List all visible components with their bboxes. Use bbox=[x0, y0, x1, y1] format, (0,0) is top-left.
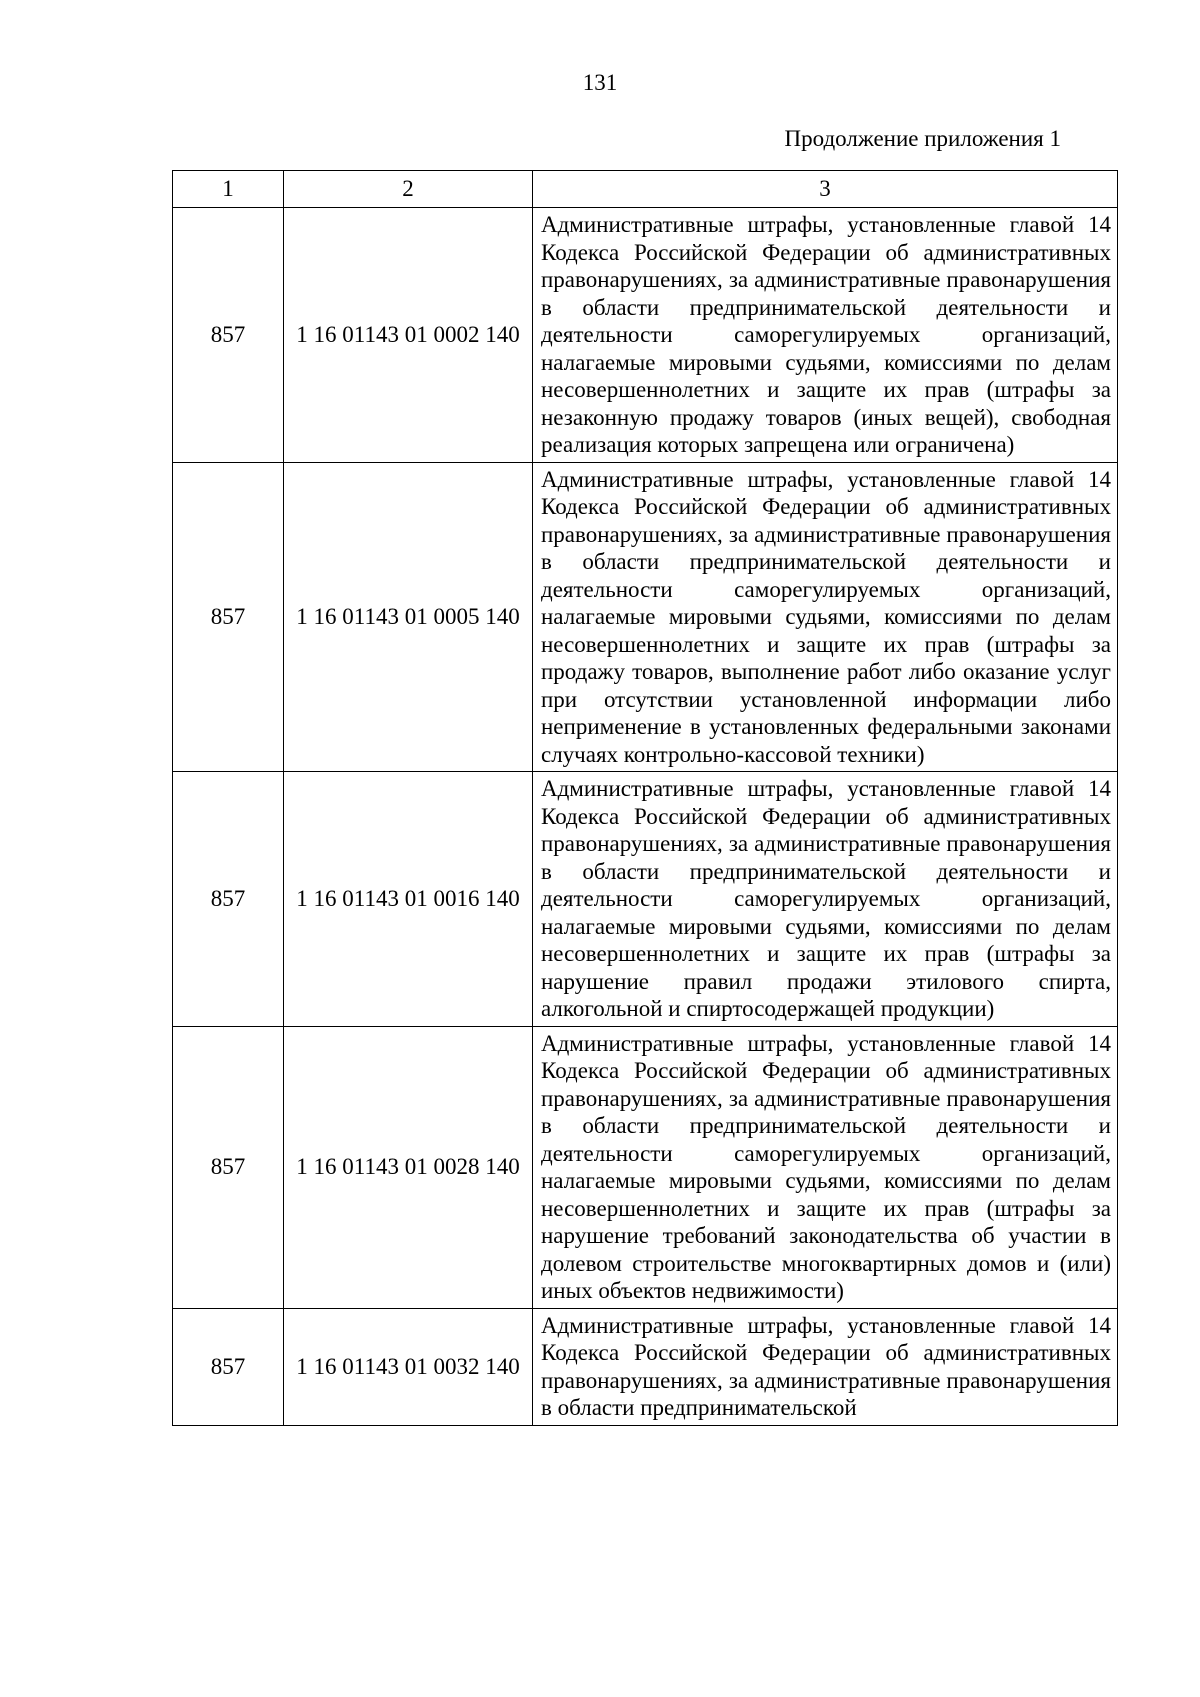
table-row bbox=[173, 1026, 1118, 1308]
admin-code-cell: 857 bbox=[173, 1308, 284, 1425]
budget-code-cell: 1 16 01143 01 0032 140 bbox=[284, 1308, 533, 1425]
header-col-1: 1 bbox=[173, 171, 284, 208]
income-codes-table bbox=[172, 170, 1118, 1426]
description-cell: Административные штрафы, установленные главой 14 Кодекса Российской Федерации об административных правонарушениях, за административные правонарушения в области предпринимательской деятельности и деятельности саморегулируемых организаций, налагаемые мировыми судьями, комиссиями по делам несовершеннолетних и защите их прав (штрафы за продажу товаров, выполнение работ либо оказание услуг при отсутствии установленной информации либо неприменение в установленных федеральными законами случаях контрольно-кассовой техники) bbox=[533, 462, 1118, 772]
table-row bbox=[173, 772, 1118, 1027]
table-row bbox=[173, 462, 1118, 772]
budget-code-cell: 1 16 01143 01 0016 140 bbox=[284, 772, 533, 1027]
admin-code-cell: 857 bbox=[173, 772, 284, 1027]
table-row bbox=[173, 1308, 1118, 1425]
table-row bbox=[173, 208, 1118, 463]
page-number: 131 bbox=[582, 70, 618, 95]
header-col-3: 3 bbox=[533, 171, 1118, 208]
table-header-row bbox=[173, 171, 1118, 208]
description-cell: Административные штрафы, установленные главой 14 Кодекса Российской Федерации об административных правонарушениях, за административные правонарушения в области предпринимательской деятельности и деятельности саморегулируемых организаций, налагаемые мировыми судьями, комиссиями по делам несовершеннолетних и защите их прав (штрафы за нарушение требований законодательства об участии в долевом строительстве многоквартирных домов и (или) иных объектов недвижимости) bbox=[533, 1026, 1118, 1308]
description-cell: Административные штрафы, установленные главой 14 Кодекса Российской Федерации об административных правонарушениях, за административные правонарушения в области предпринимательской деятельности и деятельности саморегулируемых организаций, налагаемые мировыми судьями, комиссиями по делам несовершеннолетних и защите их прав (штрафы за нарушение правил продажи этилового спирта, алкогольной и спиртосодержащей продукции) bbox=[533, 772, 1118, 1027]
budget-code-cell: 1 16 01143 01 0005 140 bbox=[284, 462, 533, 772]
admin-code-cell: 857 bbox=[173, 1026, 284, 1308]
description-cell: Административные штрафы, установленные главой 14 Кодекса Российской Федерации об административных правонарушениях, за административные правонарушения в области предпринимательской bbox=[533, 1308, 1118, 1425]
budget-code-cell: 1 16 01143 01 0028 140 bbox=[284, 1026, 533, 1308]
admin-code-cell: 857 bbox=[173, 208, 284, 463]
admin-code-cell: 857 bbox=[173, 462, 284, 772]
continuation-label: Продолжение приложения 1 bbox=[784, 126, 1061, 151]
budget-code-cell: 1 16 01143 01 0002 140 bbox=[284, 208, 533, 463]
header-col-2: 2 bbox=[284, 171, 533, 208]
description-cell: Административные штрафы, установленные главой 14 Кодекса Российской Федерации об административных правонарушениях, за административные правонарушения в области предпринимательской деятельности и деятельности саморегулируемых организаций, налагаемые мировыми судьями, комиссиями по делам несовершеннолетних и защите их прав (штрафы за незаконную продажу товаров (иных вещей), свободная реализация которых запрещена или ограничена) bbox=[533, 208, 1118, 463]
